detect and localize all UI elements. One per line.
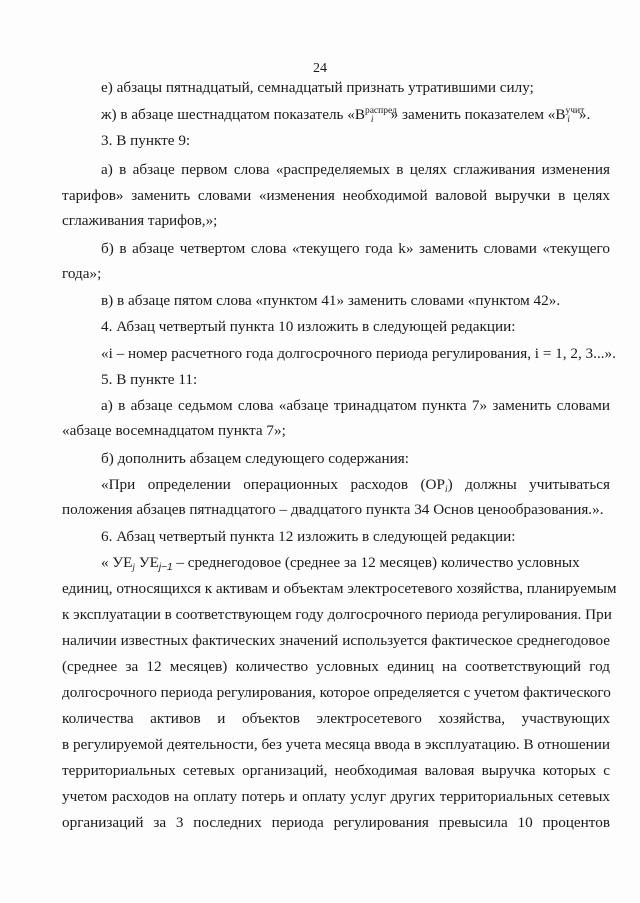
item-4-quote: «i – номер расчетного года долгосрочного периода регулирования, i = 1, 2, 3...». <box>101 345 616 362</box>
item-6-quote-line2: единиц, относящихся к активам и объектам электросетевого хозяйства, планируемым <box>62 580 617 597</box>
item-5b-quote-line1: «При определении операционных расходов $(OP_i)$ должны учитываться <box>101 476 610 495</box>
item-5b: б) дополнить абзацем следующего содержания: <box>101 450 409 467</box>
item-3: 3. В пункте 9: <box>101 132 191 149</box>
item-6-quote-line3: к эксплуатации в соответствующем году долгосрочного периода регулирования. При <box>62 606 612 623</box>
item-6-quote-line9: территориальных сетевых организаций, необходимая валовая выручка которых с <box>62 762 610 779</box>
item-5a-line1: а) в абзаце седьмом слова «абзаце тринадцатом пункта 7» заменить словами <box>101 397 610 414</box>
item-6-quote-line1: « $УЕ_j$ $УЕ_{j-1}$ – среднегодовое (среднее за 12 месяцев) количество условных <box>101 554 580 573</box>
item-3a-line2: тарифов» заменить словами «изменения необходимой валовой выручки в целях <box>62 187 610 204</box>
item-e: е) абзацы пятнадцатый, семнадцатый признать утратившими силу; <box>101 79 534 96</box>
item-5b-quote-line2: положения абзацев пятнадцатого – двадцатого пункта 34 Основ ценообразования.». <box>62 501 604 518</box>
item-6-quote-line4: наличии известных фактических значений используется фактическое среднегодовое <box>62 632 610 649</box>
item-3b-line2: года»; <box>62 265 102 282</box>
item-4: 4. Абзац четвертый пункта 10 изложить в следующей редакции: <box>101 318 516 335</box>
item-5a-line2: «абзаце восемнадцатом пункта 7»; <box>62 422 286 439</box>
item-6-quote-line5: (среднее за 12 месяцев) количество условных единиц на соответствующий год <box>62 658 610 675</box>
item-6-quote-line7: количества активов и объектов электросетевого хозяйства, участвующих <box>62 710 610 727</box>
item-5: 5. В пункте 11: <box>101 371 198 388</box>
item-3a-line3: сглаживания тарифов,»; <box>62 212 218 229</box>
item-zh: ж) в абзаце шестнадцатом показатель «$B^{распред}_i$ » заменить показателем «$B^{учит}_i$ ». <box>101 106 591 125</box>
item-6-quote-line11: организаций за 3 последних периода регулирования превысила 10 процентов <box>62 814 610 831</box>
item-6: 6. Абзац четвертый пункта 12 изложить в следующей редакции: <box>101 528 516 545</box>
item-6-quote-line6: долгосрочного периода регулирования, которое определяется с учетом фактического <box>62 684 611 701</box>
item-3v: в) в абзаце пятом слова «пунктом 41» заменить словами «пунктом 42». <box>101 292 561 309</box>
item-3a-line1: а) в абзаце первом слова «распределяемых в целях сглаживания изменения <box>101 161 610 178</box>
item-6-quote-line8: в регулируемой деятельности, без учета месяца ввода в эксплуатацию. В отношении <box>62 736 610 753</box>
item-3b-line1: б) в абзаце четвертом слова «текущего года k» заменить словами «текущего <box>101 240 610 257</box>
item-6-quote-line10: учетом расходов на оплату потерь и оплату услуг других территориальных сетевых <box>62 788 610 805</box>
page-number: 24 <box>313 61 327 76</box>
